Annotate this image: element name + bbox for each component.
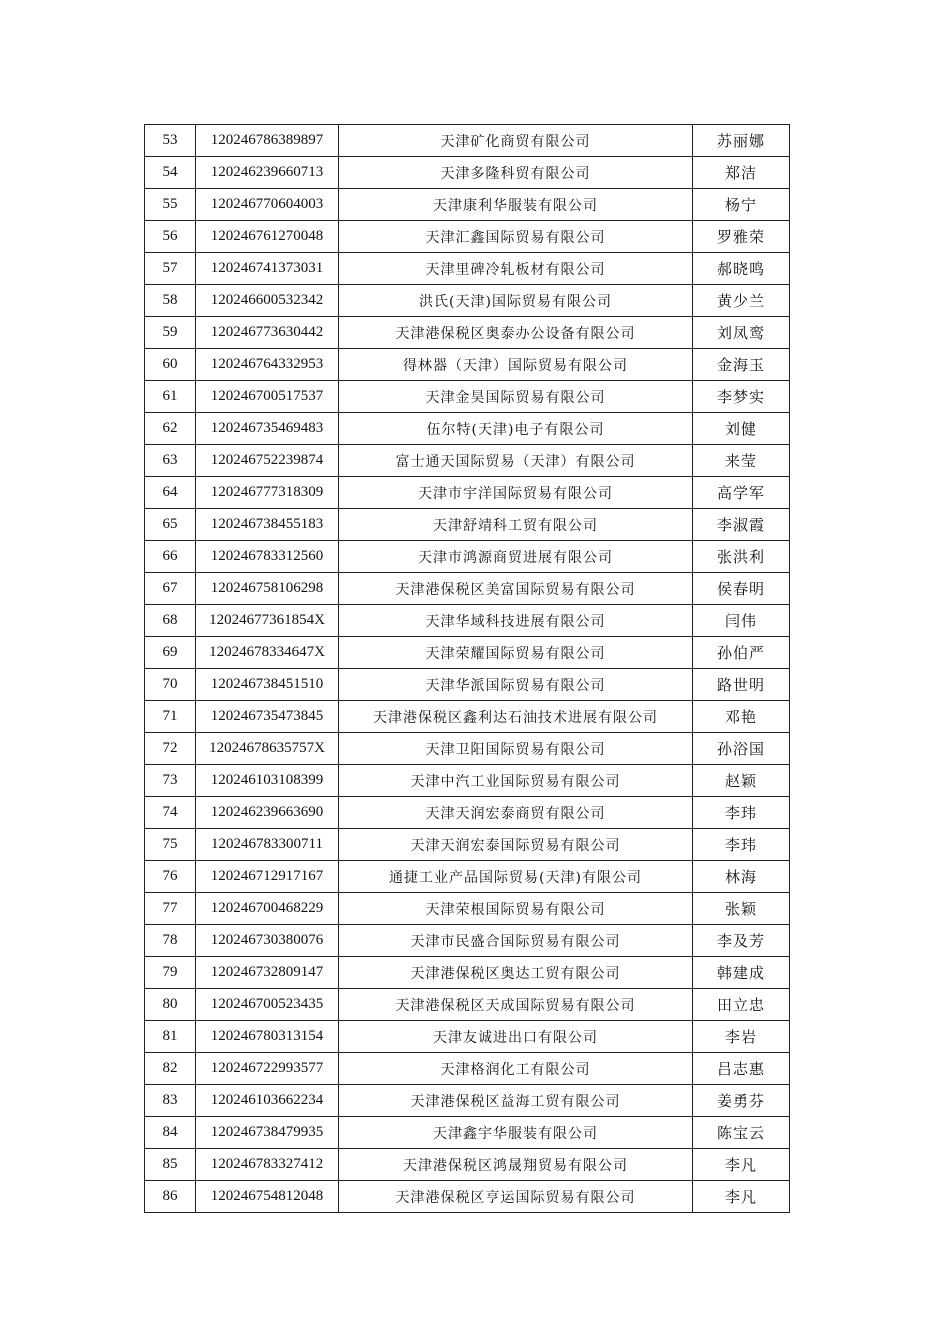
table-row (145, 957, 790, 989)
contact-person-cell: 张洪利 (693, 541, 790, 573)
table-row (145, 285, 790, 317)
table-row (145, 221, 790, 253)
company-name-cell: 富士通天国际贸易（天津）有限公司 (339, 445, 693, 477)
row-number-cell: 85 (145, 1149, 196, 1181)
table-row (145, 253, 790, 285)
contact-person-cell: 邓艳 (693, 701, 790, 733)
row-number-cell: 58 (145, 285, 196, 317)
registration-code-cell: 120246783300711 (196, 829, 339, 861)
registration-code-cell: 12024678334647X (196, 637, 339, 669)
table-row (145, 925, 790, 957)
contact-person-cell: 赵颖 (693, 765, 790, 797)
company-name-cell: 得林器（天津）国际贸易有限公司 (339, 349, 693, 381)
row-number-cell: 78 (145, 925, 196, 957)
registration-code-cell: 120246754812048 (196, 1181, 339, 1213)
company-name-cell: 天津鑫宇华服装有限公司 (339, 1117, 693, 1149)
row-number-cell: 61 (145, 381, 196, 413)
table-row (145, 989, 790, 1021)
company-name-cell: 天津华域科技进展有限公司 (339, 605, 693, 637)
table-row (145, 1053, 790, 1085)
company-name-cell: 天津港保税区奥泰办公设备有限公司 (339, 317, 693, 349)
row-number-cell: 63 (145, 445, 196, 477)
company-name-cell: 天津港保税区鑫利达石油技术进展有限公司 (339, 701, 693, 733)
company-roster-table (144, 124, 790, 1213)
registration-code-cell: 120246786389897 (196, 125, 339, 157)
row-number-cell: 84 (145, 1117, 196, 1149)
row-number-cell: 55 (145, 189, 196, 221)
contact-person-cell: 杨宁 (693, 189, 790, 221)
contact-person-cell: 李玮 (693, 829, 790, 861)
company-name-cell: 天津金昊国际贸易有限公司 (339, 381, 693, 413)
table-row (145, 1181, 790, 1213)
table-row (145, 669, 790, 701)
registration-code-cell: 120246780313154 (196, 1021, 339, 1053)
row-number-cell: 62 (145, 413, 196, 445)
table-row (145, 573, 790, 605)
table-row (145, 349, 790, 381)
contact-person-cell: 孙伯严 (693, 637, 790, 669)
registration-code-cell: 120246783327412 (196, 1149, 339, 1181)
row-number-cell: 77 (145, 893, 196, 925)
table-row (145, 797, 790, 829)
contact-person-cell: 路世明 (693, 669, 790, 701)
registration-code-cell: 120246758106298 (196, 573, 339, 605)
contact-person-cell: 李玮 (693, 797, 790, 829)
contact-person-cell: 陈宝云 (693, 1117, 790, 1149)
company-name-cell: 天津里碑冷轧板材有限公司 (339, 253, 693, 285)
registration-code-cell: 120246730380076 (196, 925, 339, 957)
registration-code-cell: 120246783312560 (196, 541, 339, 573)
company-name-cell: 天津市鸿源商贸进展有限公司 (339, 541, 693, 573)
registration-code-cell: 120246741373031 (196, 253, 339, 285)
row-number-cell: 69 (145, 637, 196, 669)
table-row (145, 125, 790, 157)
company-name-cell: 天津格润化工有限公司 (339, 1053, 693, 1085)
row-number-cell: 79 (145, 957, 196, 989)
registration-code-cell: 120246732809147 (196, 957, 339, 989)
contact-person-cell: 吕志惠 (693, 1053, 790, 1085)
registration-code-cell: 120246764332953 (196, 349, 339, 381)
table-row (145, 861, 790, 893)
row-number-cell: 80 (145, 989, 196, 1021)
registration-code-cell: 120246700523435 (196, 989, 339, 1021)
company-name-cell: 天津天润宏泰商贸有限公司 (339, 797, 693, 829)
company-name-cell: 天津中汽工业国际贸易有限公司 (339, 765, 693, 797)
row-number-cell: 56 (145, 221, 196, 253)
table-row (145, 509, 790, 541)
row-number-cell: 54 (145, 157, 196, 189)
registration-code-cell: 120246770604003 (196, 189, 339, 221)
company-name-cell: 天津港保税区天成国际贸易有限公司 (339, 989, 693, 1021)
registration-code-cell: 120246761270048 (196, 221, 339, 253)
contact-person-cell: 金海玉 (693, 349, 790, 381)
registration-code-cell: 120246103108399 (196, 765, 339, 797)
row-number-cell: 82 (145, 1053, 196, 1085)
registration-code-cell: 12024677361854X (196, 605, 339, 637)
company-name-cell: 天津友诚进出口有限公司 (339, 1021, 693, 1053)
contact-person-cell: 刘健 (693, 413, 790, 445)
row-number-cell: 60 (145, 349, 196, 381)
table-row (145, 701, 790, 733)
registration-code-cell: 120246738479935 (196, 1117, 339, 1149)
row-number-cell: 74 (145, 797, 196, 829)
contact-person-cell: 郑洁 (693, 157, 790, 189)
registration-code-cell: 120246712917167 (196, 861, 339, 893)
contact-person-cell: 孙浴国 (693, 733, 790, 765)
table-row (145, 413, 790, 445)
row-number-cell: 70 (145, 669, 196, 701)
row-number-cell: 66 (145, 541, 196, 573)
table-row (145, 637, 790, 669)
row-number-cell: 83 (145, 1085, 196, 1117)
row-number-cell: 86 (145, 1181, 196, 1213)
row-number-cell: 71 (145, 701, 196, 733)
registration-code-cell: 120246700468229 (196, 893, 339, 925)
registration-code-cell: 120246735473845 (196, 701, 339, 733)
registration-code-cell: 120246777318309 (196, 477, 339, 509)
table-row (145, 1117, 790, 1149)
table-row (145, 829, 790, 861)
table-row (145, 477, 790, 509)
company-name-cell: 天津康利华服装有限公司 (339, 189, 693, 221)
company-name-cell: 天津天润宏泰国际贸易有限公司 (339, 829, 693, 861)
row-number-cell: 65 (145, 509, 196, 541)
table-row (145, 605, 790, 637)
table-row (145, 1085, 790, 1117)
contact-person-cell: 来莹 (693, 445, 790, 477)
registration-code-cell: 120246600532342 (196, 285, 339, 317)
contact-person-cell: 李梦实 (693, 381, 790, 413)
table-row (145, 1149, 790, 1181)
contact-person-cell: 李凡 (693, 1181, 790, 1213)
contact-person-cell: 高学军 (693, 477, 790, 509)
row-number-cell: 73 (145, 765, 196, 797)
row-number-cell: 64 (145, 477, 196, 509)
company-name-cell: 天津舒靖科工贸有限公司 (339, 509, 693, 541)
registration-code-cell: 120246735469483 (196, 413, 339, 445)
company-name-cell: 天津荣根国际贸易有限公司 (339, 893, 693, 925)
row-number-cell: 81 (145, 1021, 196, 1053)
company-name-cell: 天津华派国际贸易有限公司 (339, 669, 693, 701)
table-row (145, 541, 790, 573)
company-name-cell: 天津卫阳国际贸易有限公司 (339, 733, 693, 765)
contact-person-cell: 姜勇芬 (693, 1085, 790, 1117)
registration-code-cell: 120246239660713 (196, 157, 339, 189)
registration-code-cell: 120246700517537 (196, 381, 339, 413)
contact-person-cell: 侯春明 (693, 573, 790, 605)
registration-code-cell: 120246722993577 (196, 1053, 339, 1085)
company-name-cell: 天津荣耀国际贸易有限公司 (339, 637, 693, 669)
contact-person-cell: 林海 (693, 861, 790, 893)
contact-person-cell: 闫伟 (693, 605, 790, 637)
contact-person-cell: 张颖 (693, 893, 790, 925)
row-number-cell: 67 (145, 573, 196, 605)
registration-code-cell: 120246738455183 (196, 509, 339, 541)
company-name-cell: 天津汇鑫国际贸易有限公司 (339, 221, 693, 253)
table-row (145, 1021, 790, 1053)
table-row (145, 317, 790, 349)
contact-person-cell: 黄少兰 (693, 285, 790, 317)
company-name-cell: 通捷工业产品国际贸易(天津)有限公司 (339, 861, 693, 893)
roster-table-body (145, 125, 790, 1213)
contact-person-cell: 李淑霞 (693, 509, 790, 541)
row-number-cell: 59 (145, 317, 196, 349)
row-number-cell: 53 (145, 125, 196, 157)
table-row (145, 157, 790, 189)
company-name-cell: 天津港保税区益海工贸有限公司 (339, 1085, 693, 1117)
registration-code-cell: 120246752239874 (196, 445, 339, 477)
contact-person-cell: 刘凤鸾 (693, 317, 790, 349)
company-name-cell: 洪氏(天津)国际贸易有限公司 (339, 285, 693, 317)
row-number-cell: 75 (145, 829, 196, 861)
company-name-cell: 天津矿化商贸有限公司 (339, 125, 693, 157)
company-name-cell: 伍尔特(天津)电子有限公司 (339, 413, 693, 445)
contact-person-cell: 李凡 (693, 1149, 790, 1181)
company-name-cell: 天津港保税区鸿晟翔贸易有限公司 (339, 1149, 693, 1181)
row-number-cell: 76 (145, 861, 196, 893)
registration-code-cell: 120246773630442 (196, 317, 339, 349)
table-row (145, 445, 790, 477)
company-name-cell: 天津多隆科贸有限公司 (339, 157, 693, 189)
contact-person-cell: 郝晓鸣 (693, 253, 790, 285)
contact-person-cell: 李岩 (693, 1021, 790, 1053)
contact-person-cell: 韩建成 (693, 957, 790, 989)
registration-code-cell: 12024678635757X (196, 733, 339, 765)
contact-person-cell: 田立忠 (693, 989, 790, 1021)
contact-person-cell: 李及芳 (693, 925, 790, 957)
company-name-cell: 天津市宇洋国际贸易有限公司 (339, 477, 693, 509)
registration-code-cell: 120246103662234 (196, 1085, 339, 1117)
company-name-cell: 天津港保税区亨运国际贸易有限公司 (339, 1181, 693, 1213)
row-number-cell: 72 (145, 733, 196, 765)
registration-code-cell: 120246239663690 (196, 797, 339, 829)
company-name-cell: 天津市民盛合国际贸易有限公司 (339, 925, 693, 957)
table-row (145, 733, 790, 765)
table-row (145, 765, 790, 797)
registration-code-cell: 120246738451510 (196, 669, 339, 701)
row-number-cell: 57 (145, 253, 196, 285)
table-row (145, 189, 790, 221)
contact-person-cell: 罗雅荣 (693, 221, 790, 253)
company-name-cell: 天津港保税区奥达工贸有限公司 (339, 957, 693, 989)
row-number-cell: 68 (145, 605, 196, 637)
table-row (145, 381, 790, 413)
company-name-cell: 天津港保税区美富国际贸易有限公司 (339, 573, 693, 605)
contact-person-cell: 苏丽娜 (693, 125, 790, 157)
table-row (145, 893, 790, 925)
